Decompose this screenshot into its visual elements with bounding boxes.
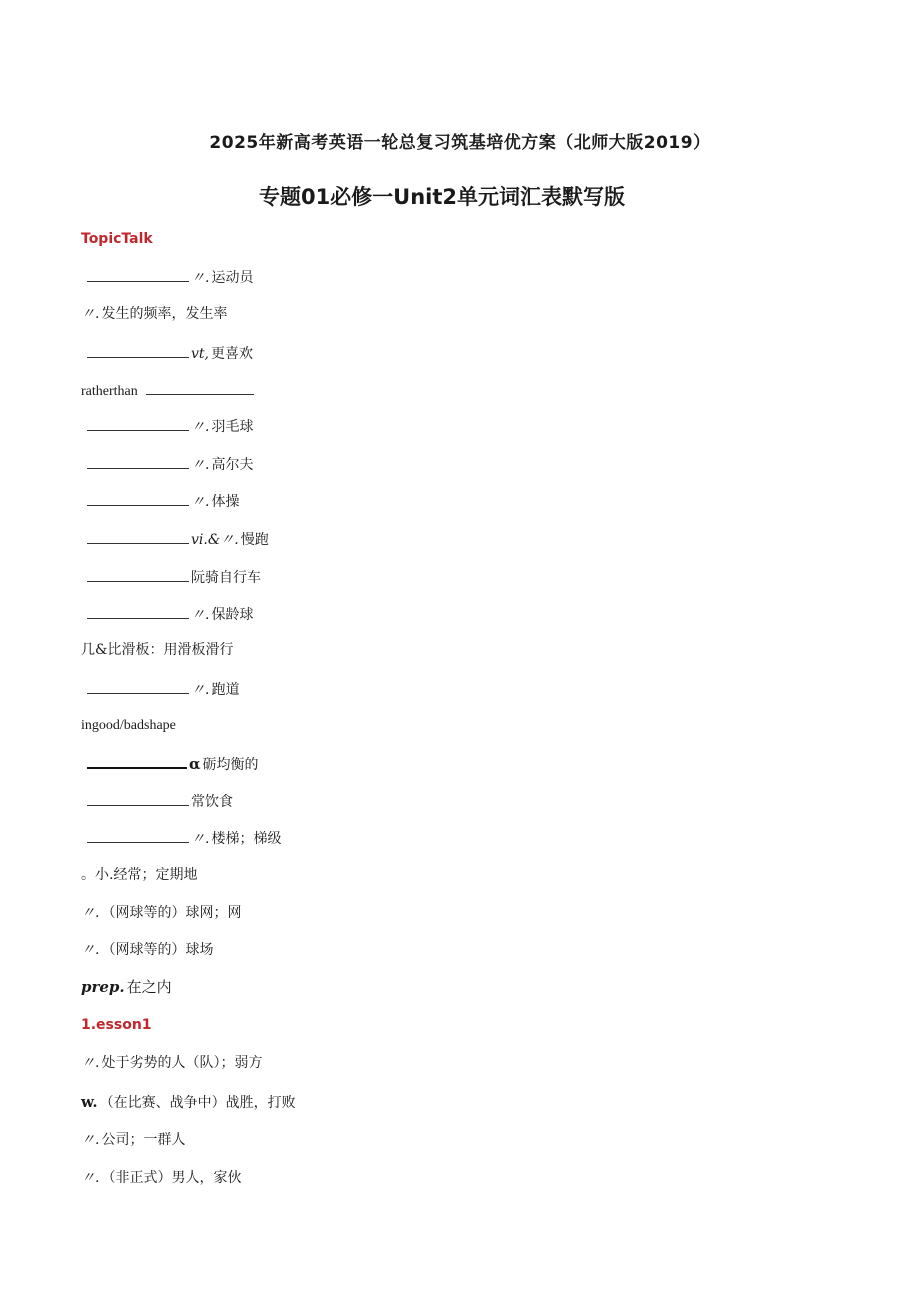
part-of-speech: 〃. — [81, 905, 100, 921]
entry-meaning: 跑道 — [211, 682, 240, 698]
vocab-entry — [81, 454, 253, 474]
vocab-entry — [81, 380, 256, 401]
vocab-entry — [81, 305, 227, 323]
vocab-entry — [81, 904, 241, 922]
entry-meaning: 公司；一群人 — [101, 1132, 186, 1148]
entry-meaning: 慢跑 — [240, 532, 269, 548]
part-of-speech: 〃. — [191, 607, 210, 623]
document-subtitle: 专题01必修一Unit2单元词汇表默写版 — [258, 185, 626, 209]
entry-meaning: 处于劣势的人（队）；弱方 — [101, 1055, 263, 1071]
answer-blank[interactable] — [87, 604, 189, 619]
phrase-text: 几&比滑板：用滑板滑行 — [81, 642, 234, 658]
entry-meaning: 高尔夫 — [211, 457, 254, 473]
vocab-entry — [81, 1131, 185, 1149]
part-of-speech: prep. — [81, 978, 125, 996]
vocab-entry — [81, 1093, 296, 1112]
part-of-speech: 〃. — [81, 1170, 100, 1186]
entry-meaning: （网球等的）球场 — [101, 942, 214, 958]
vocab-entry — [81, 567, 261, 587]
entry-meaning: 运动员 — [211, 270, 254, 286]
entry-meaning: 常饮食 — [191, 794, 233, 810]
part-of-speech: 〃. — [81, 942, 100, 958]
part-of-speech: 〃. — [81, 1055, 100, 1071]
part-of-speech: 〃. — [191, 682, 210, 698]
entry-meaning: 在之内 — [126, 978, 172, 996]
section-heading-topictalk: TopicTalk — [81, 231, 153, 247]
vocab-entry — [81, 978, 172, 996]
phrase-text: ratherthan — [81, 384, 138, 399]
answer-blank[interactable] — [87, 267, 189, 282]
part-of-speech: 〃. — [81, 306, 100, 322]
part-of-speech: vi.&〃. — [191, 532, 239, 548]
vocab-entry — [81, 753, 259, 774]
vocab-entry — [81, 491, 239, 511]
entry-meaning: 阮骑自行车 — [191, 570, 261, 586]
document-title: 2025年新高考英语一轮总复习筑基培优方案（北师大版2019） — [209, 133, 711, 153]
part-of-speech: 〃. — [191, 419, 210, 435]
part-of-speech: w. — [81, 1093, 98, 1111]
answer-blank[interactable] — [87, 343, 189, 358]
vocab-entry — [81, 1054, 262, 1072]
part-of-speech: 〃. — [191, 494, 210, 510]
answer-blank[interactable] — [87, 828, 189, 843]
phrase-text: ingood/badshape — [81, 718, 176, 733]
vocab-entry — [81, 641, 233, 659]
part-of-speech: 〃. — [191, 270, 210, 286]
vocab-entry — [81, 791, 233, 811]
vocab-entry — [81, 679, 239, 699]
vocab-entry — [81, 941, 213, 959]
part-of-speech: 〃. — [191, 831, 210, 847]
entry-meaning: 砺均衡的 — [202, 757, 259, 773]
part-of-speech: 〃. — [191, 457, 210, 473]
vocab-entry — [81, 267, 253, 287]
entry-meaning: （在比赛、战争中）战胜，打败 — [99, 1095, 296, 1111]
entry-meaning: （网球等的）球网；网 — [101, 905, 242, 921]
answer-blank[interactable] — [87, 753, 187, 769]
entry-meaning: （非正式）男人，家伙 — [101, 1170, 242, 1186]
entry-meaning: 更喜欢 — [211, 346, 253, 362]
answer-blank[interactable] — [87, 679, 189, 694]
vocab-entry — [81, 604, 253, 624]
answer-blank[interactable] — [87, 791, 189, 806]
entry-meaning: 羽毛球 — [211, 419, 254, 435]
part-of-speech: 。小. — [81, 867, 114, 883]
vocab-entry — [81, 1169, 241, 1187]
answer-blank[interactable] — [87, 454, 189, 469]
answer-blank[interactable] — [87, 416, 189, 431]
vocab-entry — [81, 529, 269, 549]
entry-meaning: 体操 — [211, 494, 240, 510]
vocab-entry — [81, 343, 253, 363]
entry-meaning: 发生的频率，发生率 — [101, 306, 228, 322]
part-of-speech: vt, — [191, 346, 209, 362]
entry-meaning: 经常；定期地 — [113, 867, 198, 883]
part-of-speech: α — [189, 755, 201, 773]
vocab-entry — [81, 416, 253, 436]
answer-blank[interactable] — [87, 567, 189, 582]
answer-blank[interactable] — [87, 491, 189, 506]
section-heading-lesson1: 1.esson1 — [81, 1017, 152, 1033]
part-of-speech: 〃. — [81, 1132, 100, 1148]
vocab-entry — [81, 866, 197, 884]
vocab-entry — [81, 717, 176, 735]
vocab-entry — [81, 828, 281, 848]
answer-blank[interactable] — [87, 529, 189, 544]
entry-meaning: 保龄球 — [211, 607, 254, 623]
entry-meaning: 楼梯；梯级 — [211, 831, 282, 847]
answer-blank[interactable] — [146, 380, 254, 395]
